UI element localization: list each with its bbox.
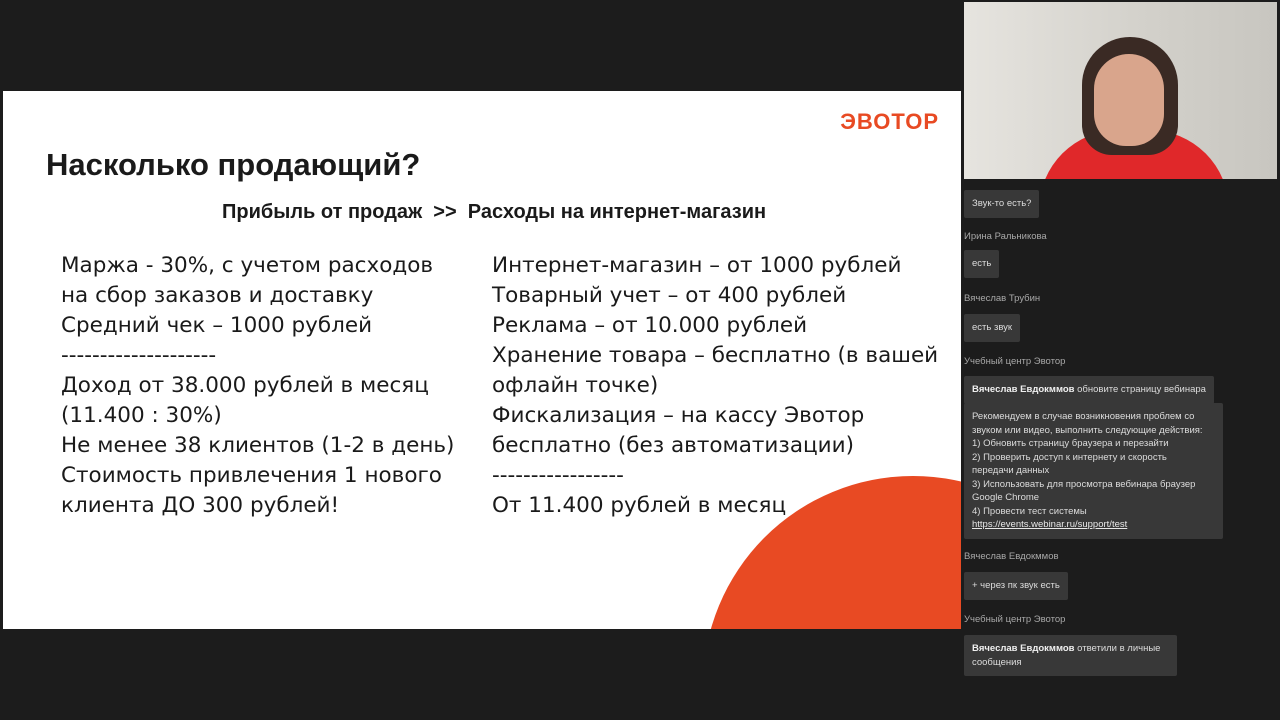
support-test-link[interactable]: https://events.webinar.ru/support/test bbox=[972, 519, 1128, 530]
expenses-column bbox=[492, 251, 938, 521]
presentation-slide bbox=[3, 91, 961, 629]
chat-panel[interactable] bbox=[962, 184, 1280, 720]
chat-message bbox=[964, 635, 1177, 676]
slide-divider-line: ----------------- bbox=[492, 463, 624, 488]
brand-logo: ЭВОТОР bbox=[840, 109, 939, 134]
chat-message-line: 3) Использовать для просмотра вебинара браузер bbox=[972, 478, 1196, 490]
presenter-face bbox=[1094, 54, 1164, 146]
chat-message-line: 2) Проверить доступ к интернету и скорость bbox=[972, 451, 1167, 463]
chat-author: Учебный центр Эвотор bbox=[964, 356, 1066, 367]
slide-text-line: Хранение товара – бесплатно (в вашей bbox=[492, 343, 939, 368]
slide-text-line: От 11.400 рублей в месяц bbox=[492, 493, 787, 518]
slide-text-line: Средний чек – 1000 рублей bbox=[61, 313, 373, 338]
slide-text-line: (11.400 : 30%) bbox=[61, 403, 222, 428]
slide-subtitle: Прибыль от продаж >> Расходы на интернет-магазин bbox=[222, 201, 767, 223]
slide-text-line: Фискализация – на кассу Эвотор bbox=[492, 403, 865, 428]
slide-text-line: Реклама – от 10.000 рублей bbox=[492, 313, 808, 338]
slide-text-line: офлайн точке) bbox=[492, 373, 659, 398]
slide-text-line: клиента ДО 300 рублей! bbox=[61, 493, 340, 518]
mention-name: Вячеслав Евдокммов bbox=[972, 384, 1075, 395]
chat-message-line: звуком или видео, выполнить следующие действия: bbox=[972, 424, 1203, 436]
chat-message: Звук-то есть? bbox=[964, 190, 1039, 218]
slide-divider-line: -------------------- bbox=[61, 343, 217, 368]
slide-text-line: Стоимость привлечения 1 нового bbox=[61, 463, 442, 488]
chat-author: Вячеслав Трубин bbox=[964, 293, 1041, 304]
chat-message-line: 4) Провести тест системы bbox=[972, 505, 1087, 517]
chat-message: есть звук bbox=[964, 314, 1020, 342]
chat-message: есть bbox=[964, 250, 999, 278]
slide-text-line: Не менее 38 клиентов (1-2 в день) bbox=[61, 433, 455, 458]
slide-text-line: Товарный учет – от 400 рублей bbox=[492, 283, 847, 308]
slide-text-line: на сбор заказов и доставку bbox=[61, 283, 374, 308]
chat-author: Ирина Ральникова bbox=[964, 231, 1047, 242]
chat-author: Учебный центр Эвотор bbox=[964, 614, 1066, 625]
slide-text-line: Маржа - 30%, с учетом расходов bbox=[61, 253, 434, 278]
chat-message-instructions bbox=[964, 403, 1223, 539]
presenter-video[interactable] bbox=[964, 2, 1277, 179]
slide-title: Насколько продающий? bbox=[46, 147, 421, 182]
chat-message-line: 1) Обновить страницу браузера и перезайти bbox=[972, 438, 1169, 449]
chat-message bbox=[964, 376, 1214, 404]
chat-author: Вячеслав Евдокммов bbox=[964, 551, 1059, 562]
mention-name: Вячеслав Евдокммов bbox=[972, 643, 1075, 654]
chat-message-text: ответили в личные bbox=[1074, 643, 1161, 654]
chat-message-text: сообщения bbox=[972, 656, 1022, 668]
chat-message-line: Google Chrome bbox=[972, 492, 1040, 503]
chat-message-line: Рекомендуем в случае возникновения проблем со bbox=[972, 411, 1195, 422]
chat-message-line: передачи данных bbox=[972, 465, 1050, 476]
slide-text-line: бесплатно (без автоматизации) bbox=[492, 433, 854, 458]
chat-message: + через пк звук есть bbox=[964, 572, 1068, 600]
slide-text-line: Интернет-магазин – от 1000 рублей bbox=[492, 253, 902, 278]
profit-column bbox=[61, 251, 454, 521]
chat-message-text: обновите страницу вебинара bbox=[1074, 384, 1206, 395]
slide-text-line: Доход от 38.000 рублей в месяц bbox=[61, 373, 429, 398]
